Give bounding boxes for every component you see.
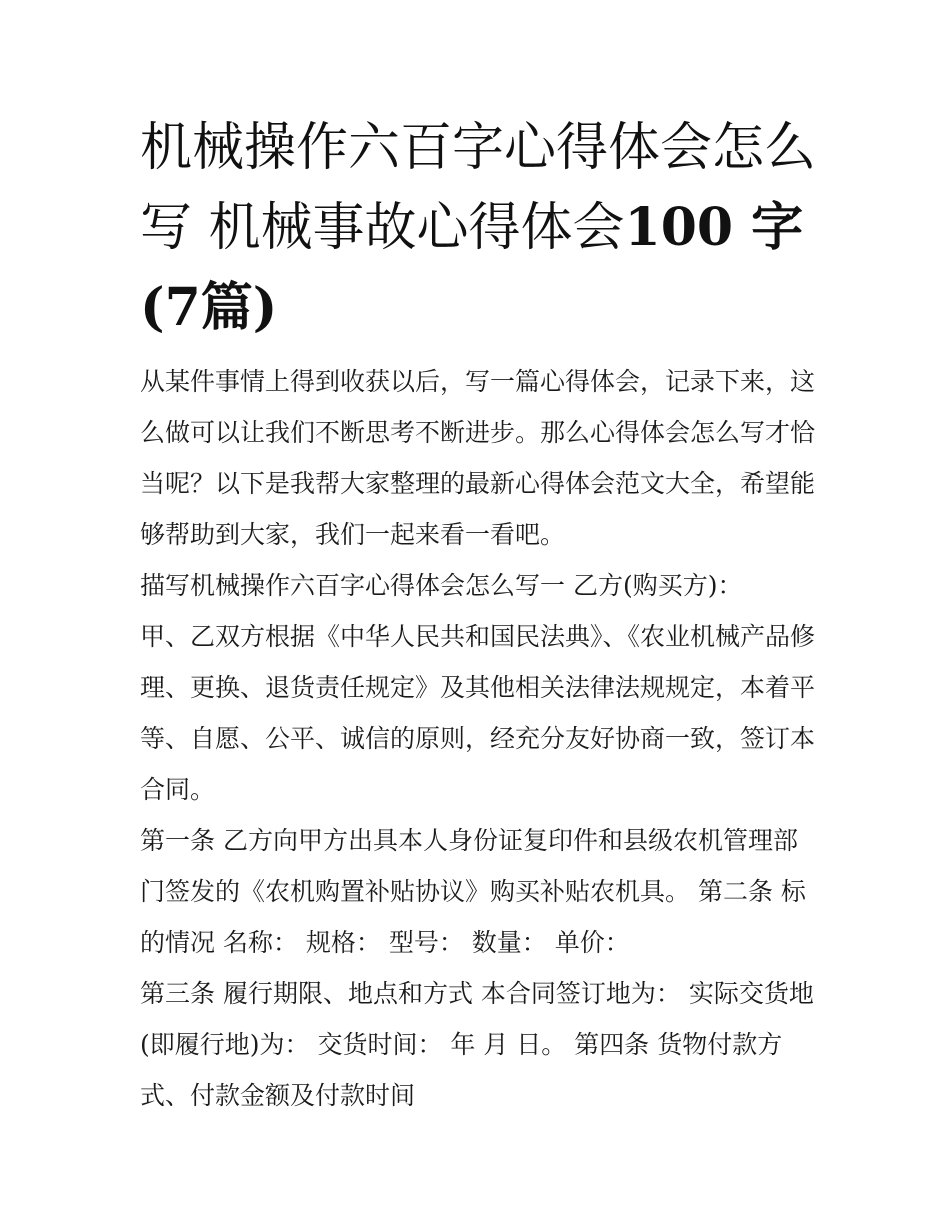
- paragraph-article-1-2: 第一条 乙方向甲方出具本人身份证复印件和县级农机管理部门签发的《农机购置补贴协议》购买补贴农机具。 第二条 标的情况 名称： 规格： 型号： 数量： 单价：: [140, 826, 806, 957]
- paragraph-preamble: 甲、乙双方根据《中华人民共和国民法典》、《农业机械产品修理、更换、退货责任规定》及其他相关法律法规规定，本着平等、自愿、公平、诚信的原则，经充分友好协商一致，签订本合同。: [140, 622, 816, 804]
- paragraph-heading: 描写机械操作六百字心得体会怎么写一 乙方(购买方)：: [140, 571, 743, 600]
- title-suffix: 篇): [200, 277, 278, 338]
- paragraph-article-3-4: 第三条 履行期限、地点和方式 本合同签订地为： 实际交货地(即履行地)为： 交货时间： 年 月 日。 第四条 货物付款方式、付款金额及付款时间: [140, 979, 814, 1110]
- document-body: [140, 356, 815, 1121]
- title-count: 字(7: [140, 197, 804, 338]
- paragraph-intro: 从某件事情上得到收获以后，写一篇心得体会，记录下来，这么做可以让我们不断思考不断进步。那么心得体会怎么写才恰当呢？以下是我帮大家整理的最新心得体会范文大全，希望能够帮助到大家，我们一起来看一看吧。: [140, 367, 816, 549]
- document-title: [140, 108, 820, 348]
- title-number: 100: [624, 197, 734, 258]
- title-text: 机械操作六百字心得体会怎么写 机械事故心得体会: [140, 118, 817, 258]
